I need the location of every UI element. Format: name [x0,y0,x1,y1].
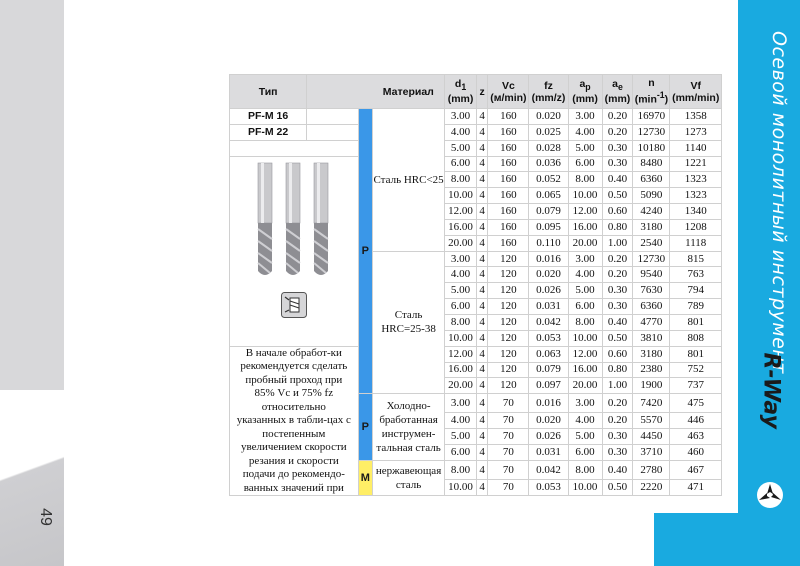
header-n: n $(\min^{-1})$ [633,75,670,109]
n-value: 7420 [633,394,670,413]
material-name: нержавеющая сталь [373,461,445,496]
ae-value: 0.50 [602,188,633,204]
vf-value: 475 [670,394,722,413]
n-value: 8480 [633,156,670,172]
ae-value: 0.20 [602,109,633,125]
vc-value: 160 [488,109,529,125]
fz-value: 0.053 [529,330,568,346]
z-value: 4 [477,219,488,235]
z-value: 4 [477,172,488,188]
usage-note: В начале обработ-ки рекомендуется сделать пробный проход при 85% Vc и 75% fz относительно указанных в табли-цах с постепенным увеличением скорости резания и скорости подачи до рекомендо-ванных значений при [230,346,359,496]
material-group-m: M [358,461,372,496]
vf-value: 808 [670,330,722,346]
ae-value: 0.20 [602,124,633,140]
table-body [230,109,722,496]
vf-value: 1221 [670,156,722,172]
side-title-text: Осевой монолитный инструмент [768,31,790,374]
fz-value: 0.036 [529,156,568,172]
vc-value: 160 [488,172,529,188]
ae-value: 0.50 [602,480,633,496]
n-value: 9540 [633,267,670,283]
n-value: 4450 [633,429,670,445]
fz-value: 0.025 [529,124,568,140]
vc-value: 120 [488,346,529,362]
vc-value: 120 [488,330,529,346]
d1-value: 16.00 [445,362,477,378]
ap-value: 3.00 [568,109,602,125]
d1-value: 4.00 [445,124,477,140]
vf-value: 1323 [670,172,722,188]
n-value: 2540 [633,235,670,251]
ap-value: 12.00 [568,346,602,362]
fz-value: 0.097 [529,378,568,394]
vc-value: 120 [488,283,529,299]
brand-emblem-icon [755,480,785,510]
ap-value: 5.00 [568,140,602,156]
fz-value: 0.042 [529,461,568,480]
vc-value: 160 [488,188,529,204]
ap-value: 6.00 [568,156,602,172]
z-value: 4 [477,445,488,461]
ap-value: 16.00 [568,219,602,235]
n-value: 16970 [633,109,670,125]
ae-value: 0.20 [602,394,633,413]
ae-value: 0.30 [602,283,633,299]
z-value: 4 [477,346,488,362]
header-material: Материал [373,75,445,109]
ae-value: 0.80 [602,219,633,235]
ap-value: 6.00 [568,299,602,315]
n-value: 3180 [633,346,670,362]
bottom-accent-block [654,513,800,566]
d1-value: 4.00 [445,267,477,283]
d1-value: 5.00 [445,429,477,445]
vf-value: 737 [670,378,722,394]
n-value: 12730 [633,124,670,140]
d1-value: 3.00 [445,394,477,413]
n-value: 7630 [633,283,670,299]
fz-value: 0.095 [529,219,568,235]
n-value: 2380 [633,362,670,378]
ap-value: 3.00 [568,394,602,413]
ap-value: 10.00 [568,330,602,346]
header-ap: $a_p$ (mm) [568,75,602,109]
z-value: 4 [477,109,488,125]
d1-value: 20.00 [445,235,477,251]
ae-value: 0.40 [602,314,633,330]
z-value: 4 [477,204,488,220]
vc-value: 160 [488,156,529,172]
n-value: 10180 [633,140,670,156]
vf-value: 460 [670,445,722,461]
d1-value: 5.00 [445,283,477,299]
tool-type: PF-M 22 [230,124,307,140]
vc-value: 120 [488,314,529,330]
ae-value: 0.30 [602,445,633,461]
ap-value: 8.00 [568,314,602,330]
z-value: 4 [477,140,488,156]
fz-value: 0.052 [529,172,568,188]
z-value: 4 [477,299,488,315]
vf-value: 1140 [670,140,722,156]
ap-value: 6.00 [568,445,602,461]
header-type: Тип [230,75,307,109]
d1-value: 6.00 [445,445,477,461]
vf-value: 1208 [670,219,722,235]
vf-value: 463 [670,429,722,445]
z-value: 4 [477,314,488,330]
vc-value: 160 [488,204,529,220]
vf-value: 471 [670,480,722,496]
vf-value: 1340 [670,204,722,220]
vc-value: 70 [488,480,529,496]
vf-value: 1323 [670,188,722,204]
z-value: 4 [477,362,488,378]
n-value: 5090 [633,188,670,204]
n-value: 3180 [633,219,670,235]
z-value: 4 [477,394,488,413]
tool-type: PF-M 16 [230,109,307,125]
ap-value: 16.00 [568,362,602,378]
z-value: 4 [477,378,488,394]
vf-value: 1118 [670,235,722,251]
vf-value: 752 [670,362,722,378]
n-value: 3710 [633,445,670,461]
ap-value: 5.00 [568,283,602,299]
vf-value: 446 [670,413,722,429]
d1-value: 8.00 [445,314,477,330]
z-value: 4 [477,188,488,204]
fz-value: 0.016 [529,251,568,267]
brand-name: R-Way [758,352,784,429]
ap-value: 5.00 [568,429,602,445]
brand-logo [741,352,797,510]
d1-value: 12.00 [445,204,477,220]
d1-value: 3.00 [445,251,477,267]
material-name: Сталь HRC=25-38 [373,251,445,394]
d1-value: 4.00 [445,413,477,429]
d1-value: 12.00 [445,346,477,362]
d1-value: 10.00 [445,330,477,346]
fz-value: 0.031 [529,445,568,461]
ap-value: 10.00 [568,480,602,496]
page-number: 49 [37,508,54,526]
ae-value: 0.20 [602,267,633,283]
d1-value: 6.00 [445,299,477,315]
ap-value: 4.00 [568,413,602,429]
header-d1: $d_1$ (mm) [445,75,477,109]
ae-value: 0.20 [602,251,633,267]
ae-value: 0.30 [602,299,633,315]
vf-value: 801 [670,346,722,362]
z-value: 4 [477,413,488,429]
vc-value: 120 [488,378,529,394]
d1-value: 8.00 [445,461,477,480]
n-value: 2220 [633,480,670,496]
left-margin-strip [0,0,64,566]
material-group-p: P [358,109,372,394]
vf-value: 467 [670,461,722,480]
n-value: 1900 [633,378,670,394]
table-row [230,346,722,362]
cutting-data-table [229,74,722,496]
fz-value: 0.065 [529,188,568,204]
ap-value: 10.00 [568,188,602,204]
vf-value: 815 [670,251,722,267]
n-value: 4240 [633,204,670,220]
fz-value: 0.110 [529,235,568,251]
fz-value: 0.026 [529,283,568,299]
n-value: 6360 [633,172,670,188]
ae-value: 0.30 [602,140,633,156]
z-value: 4 [477,461,488,480]
ae-value: 0.30 [602,156,633,172]
fz-value: 0.031 [529,299,568,315]
table-row [230,109,722,125]
fz-value: 0.020 [529,109,568,125]
ae-value: 0.40 [602,172,633,188]
z-value: 4 [477,235,488,251]
ap-value: 4.00 [568,124,602,140]
vc-value: 120 [488,299,529,315]
vc-value: 70 [488,445,529,461]
z-value: 4 [477,156,488,172]
n-value: 2780 [633,461,670,480]
vc-value: 160 [488,219,529,235]
fz-value: 0.028 [529,140,568,156]
n-value: 3810 [633,330,670,346]
ae-value: 0.80 [602,362,633,378]
fz-value: 0.079 [529,204,568,220]
header-vc: Vc (м/min) [488,75,529,109]
ae-value: 0.60 [602,346,633,362]
vc-value: 120 [488,251,529,267]
fz-value: 0.020 [529,413,568,429]
z-value: 4 [477,429,488,445]
ae-value: 0.40 [602,461,633,480]
ae-value: 1.00 [602,235,633,251]
material-name: Холодно-бработанная инструмен-тальная сталь [373,394,445,461]
vc-value: 70 [488,413,529,429]
z-value: 4 [477,267,488,283]
ap-value: 20.00 [568,378,602,394]
ap-value: 8.00 [568,461,602,480]
d1-value: 5.00 [445,140,477,156]
ae-value: 0.20 [602,413,633,429]
ae-value: 0.50 [602,330,633,346]
ap-value: 20.00 [568,235,602,251]
vc-value: 70 [488,461,529,480]
d1-value: 3.00 [445,109,477,125]
ae-value: 1.00 [602,378,633,394]
z-value: 4 [477,480,488,496]
fz-value: 0.042 [529,314,568,330]
vf-value: 794 [670,283,722,299]
n-value: 6360 [633,299,670,315]
vf-value: 763 [670,267,722,283]
z-value: 4 [477,124,488,140]
n-value: 4770 [633,314,670,330]
header-vf: Vf (mm/min) [670,75,722,109]
table-row [230,124,722,140]
milling-operation-icon [281,292,307,318]
vc-value: 160 [488,140,529,156]
material-group-p: P [358,394,372,461]
n-value: 5570 [633,413,670,429]
page-fold-decoration [0,390,64,566]
ap-value: 4.00 [568,267,602,283]
z-value: 4 [477,330,488,346]
header-z: z [477,75,488,109]
vf-value: 1273 [670,124,722,140]
d1-value: 6.00 [445,156,477,172]
vc-value: 160 [488,235,529,251]
vc-value: 70 [488,429,529,445]
fz-value: 0.079 [529,362,568,378]
ae-value: 0.30 [602,429,633,445]
n-value: 12730 [633,251,670,267]
table-header-row [230,75,722,109]
d1-value: 10.00 [445,480,477,496]
table-row [230,156,722,172]
fz-value: 0.053 [529,480,568,496]
d1-value: 20.00 [445,378,477,394]
header-fz: fz (mm/z) [529,75,568,109]
header-ae: $a_e$ (mm) [602,75,633,109]
vc-value: 160 [488,124,529,140]
vc-value: 70 [488,394,529,413]
tool-illustration [230,156,359,346]
ae-value: 0.60 [602,204,633,220]
fz-value: 0.016 [529,394,568,413]
fz-value: 0.063 [529,346,568,362]
vf-value: 801 [670,314,722,330]
z-value: 4 [477,283,488,299]
ap-value: 8.00 [568,172,602,188]
fz-value: 0.026 [529,429,568,445]
vf-value: 789 [670,299,722,315]
vc-value: 120 [488,267,529,283]
d1-value: 10.00 [445,188,477,204]
d1-value: 8.00 [445,172,477,188]
ap-value: 12.00 [568,204,602,220]
z-value: 4 [477,251,488,267]
vf-value: 1358 [670,109,722,125]
material-name: Сталь HRC<25 [373,109,445,252]
d1-value: 16.00 [445,219,477,235]
ap-value: 3.00 [568,251,602,267]
end-mill-tools-image [246,159,342,284]
vc-value: 120 [488,362,529,378]
fz-value: 0.020 [529,267,568,283]
table-row [230,140,722,156]
